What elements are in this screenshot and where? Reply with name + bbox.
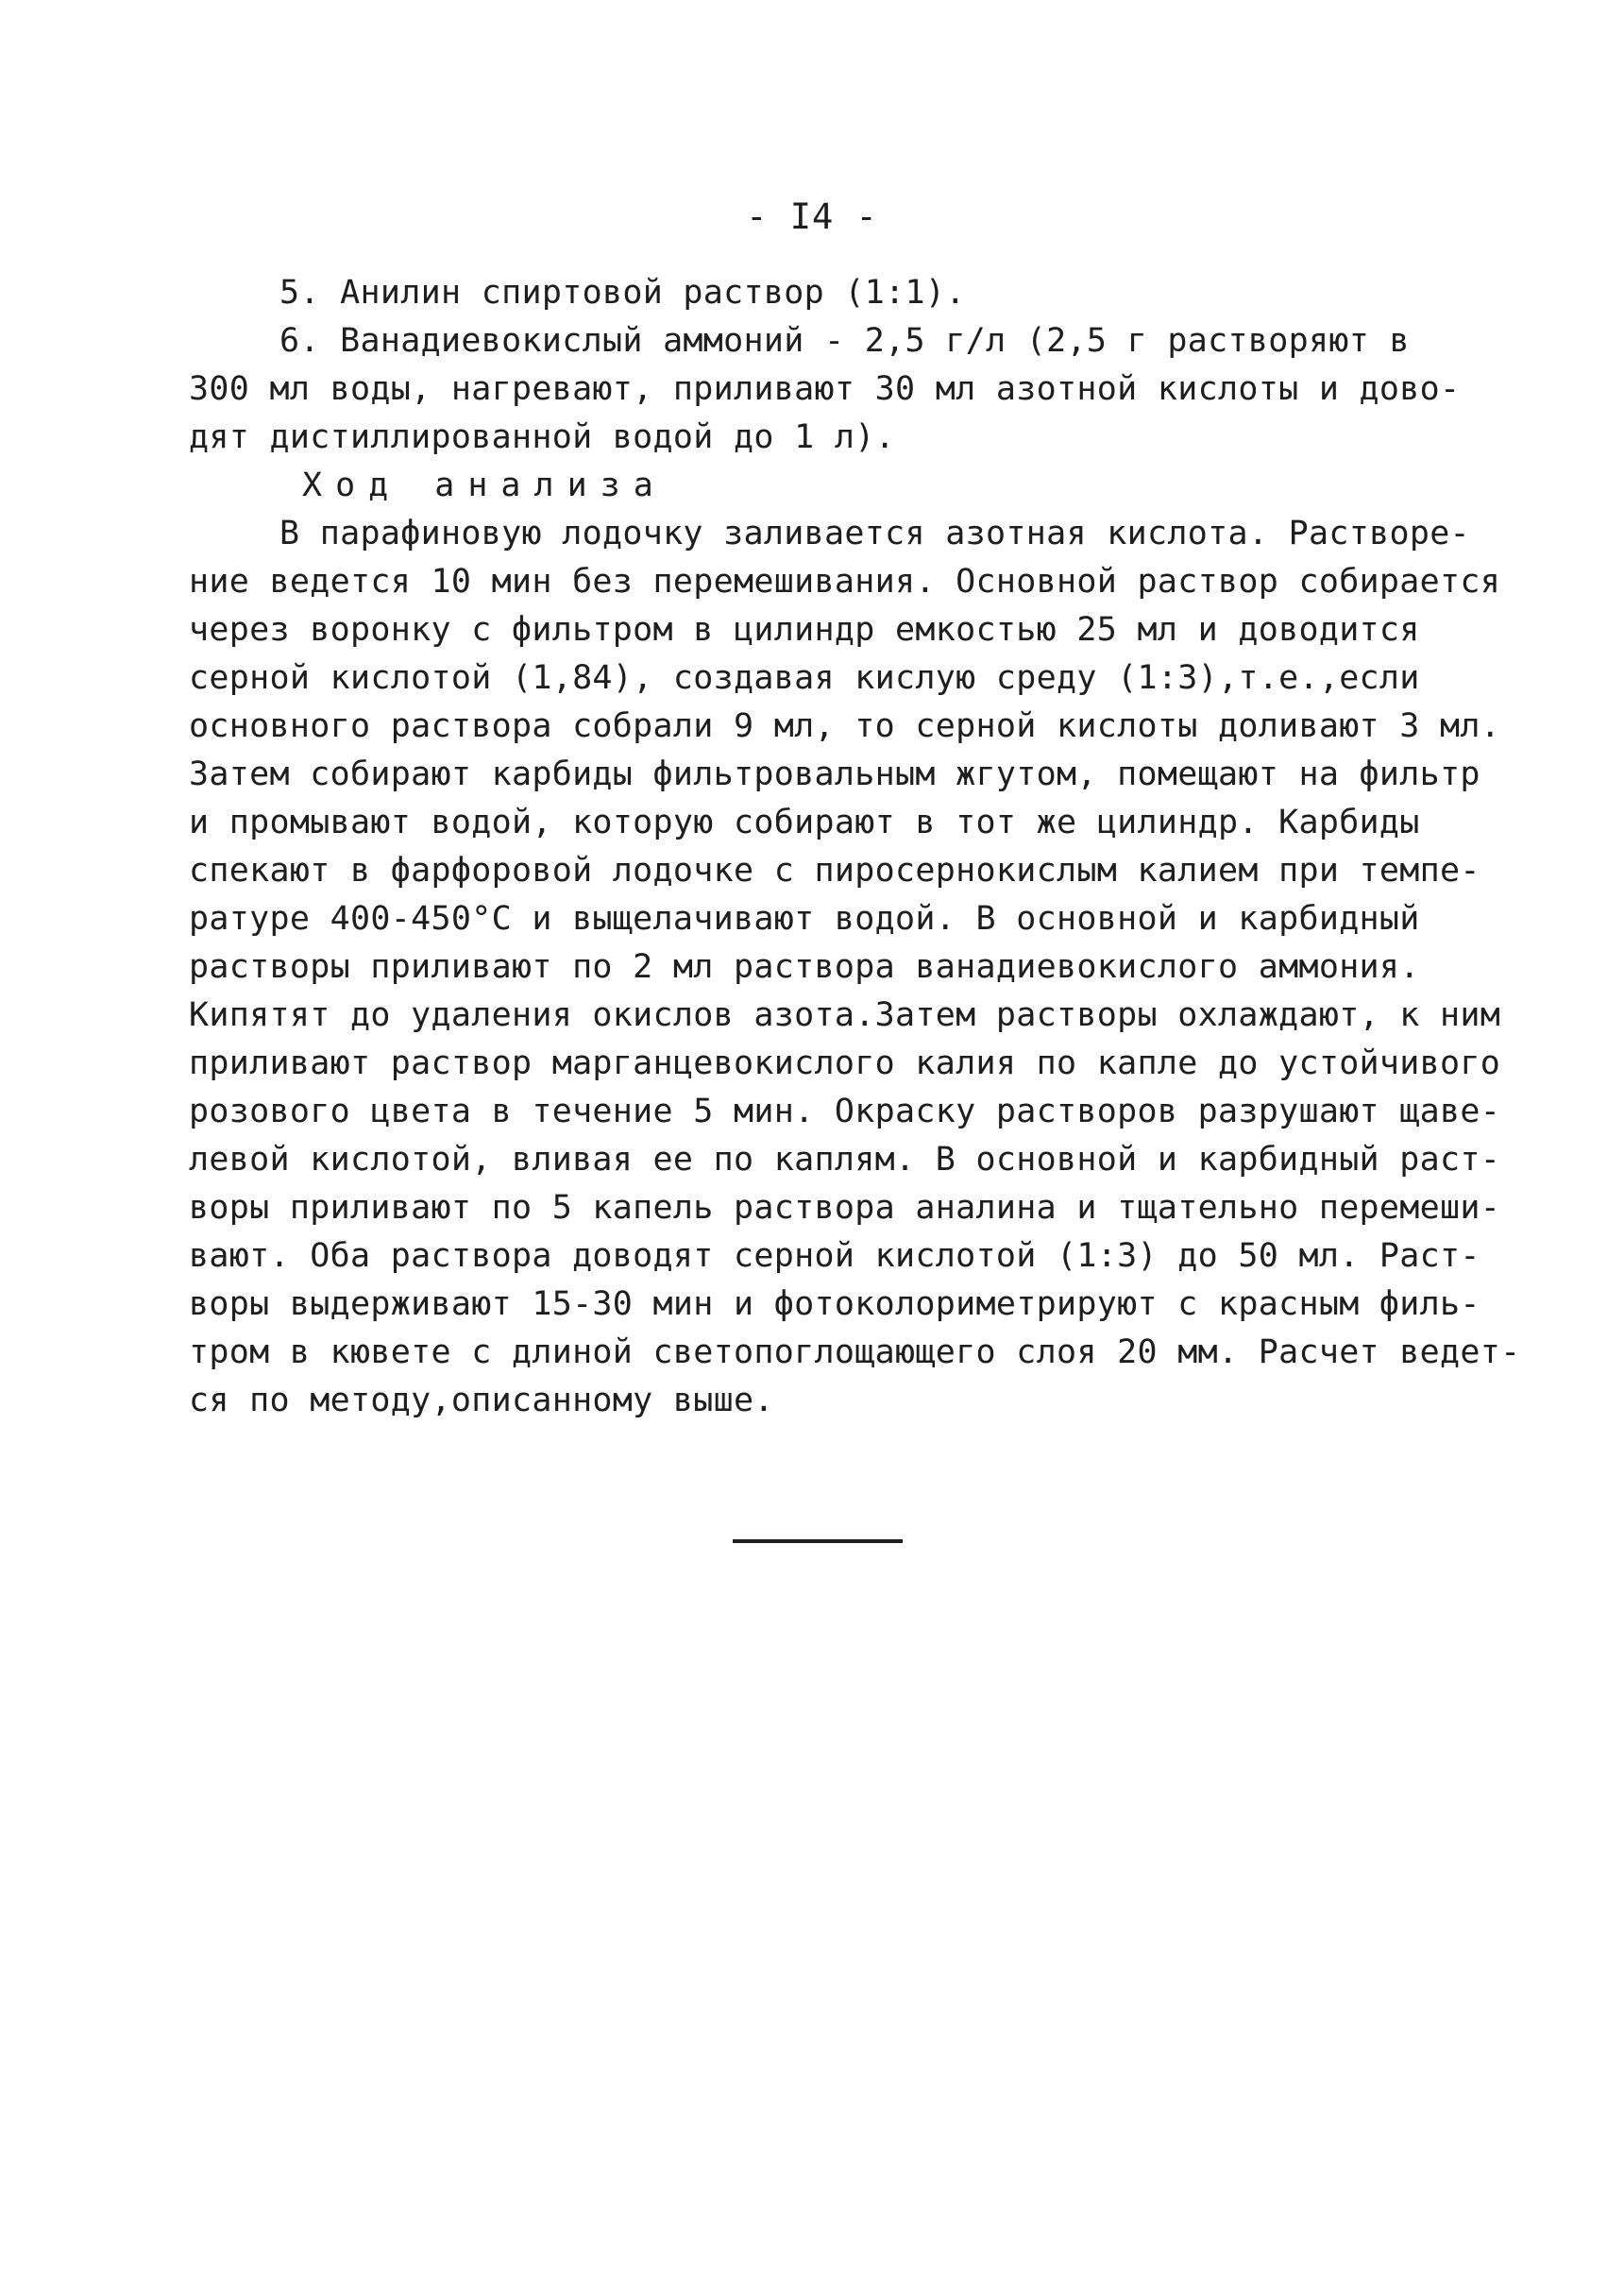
procedure-line: основного раствора собрали 9 мл, то серной кислоты доливают 3 мл. <box>189 707 1501 745</box>
procedure-line: ние ведется 10 мин без перемешивания. Основной раствор собирается <box>189 563 1501 601</box>
section-heading: Ход анализа <box>302 467 667 504</box>
procedure-line: вают. Оба раствора доводят серной кислотой (1:3) до 50 мл. Раст- <box>189 1237 1480 1275</box>
procedure-line: Затем собирают карбиды фильтровальным жгутом, помещают на фильтр <box>189 755 1480 793</box>
reagent-item-5: 5. Анилин спиртовой раствор (1:1). <box>279 274 966 312</box>
procedure-line: Кипятят до удаления окислов азота.Затем растворы охлаждают, к ним <box>189 996 1501 1034</box>
procedure-line: приливают раствор марганцевокислого калия по капле до устойчивого <box>189 1044 1501 1082</box>
procedure-line: серной кислотой (1,84), создавая кислую среду (1:3),т.е.,если <box>189 659 1420 697</box>
closing-divider <box>733 1539 903 1543</box>
reagent-item-6-line-2: 300 мл воды, нагревают, приливают 30 мл азотной кислоты и дово- <box>189 370 1461 408</box>
reagent-item-6-line-1: 6. Ванадиевокислый аммоний - 2,5 г/л (2,5 г растворяют в <box>279 322 1410 360</box>
procedure-line: через воронку с фильтром в цилиндр емкостью 25 мл и доводится <box>189 611 1420 649</box>
procedure-line: тром в кювете с длиной светопоглощающего слоя 20 мм. Расчет ведет- <box>189 1333 1521 1371</box>
procedure-line: ратуре 400-450°С и выщелачивают водой. В основной и карбидный <box>189 900 1420 938</box>
procedure-line: В парафиновую лодочку заливается азотная кислота. Растворе- <box>279 515 1470 552</box>
procedure-paragraph <box>189 510 1521 1425</box>
procedure-line: спекают в фарфоровой лодочке с пиросернокислым калием при темпе- <box>189 852 1480 890</box>
procedure-line: левой кислотой, вливая ее по каплям. В основной и карбидный раст- <box>189 1141 1501 1179</box>
procedure-line: розового цвета в течение 5 мин. Окраску растворов разрушают щаве- <box>189 1093 1501 1130</box>
procedure-line: ся по методу,описанному выше. <box>189 1382 774 1419</box>
page-number: - I4 - <box>746 196 878 237</box>
procedure-line: воры приливают по 5 капель раствора аналина и тщательно перемеши- <box>189 1189 1501 1227</box>
procedure-line: и промывают водой, которую собирают в тот же цилиндр. Карбиды <box>189 804 1420 841</box>
procedure-line: воры выдерживают 15-30 мин и фотоколориметрируют с красным филь- <box>189 1285 1480 1323</box>
document-body <box>189 269 1521 1425</box>
procedure-line: растворы приливают по 2 мл раствора ванадиевокислого аммония. <box>189 948 1420 986</box>
reagent-item-6-line-3: дят дистиллированной водой до 1 л). <box>189 418 896 456</box>
